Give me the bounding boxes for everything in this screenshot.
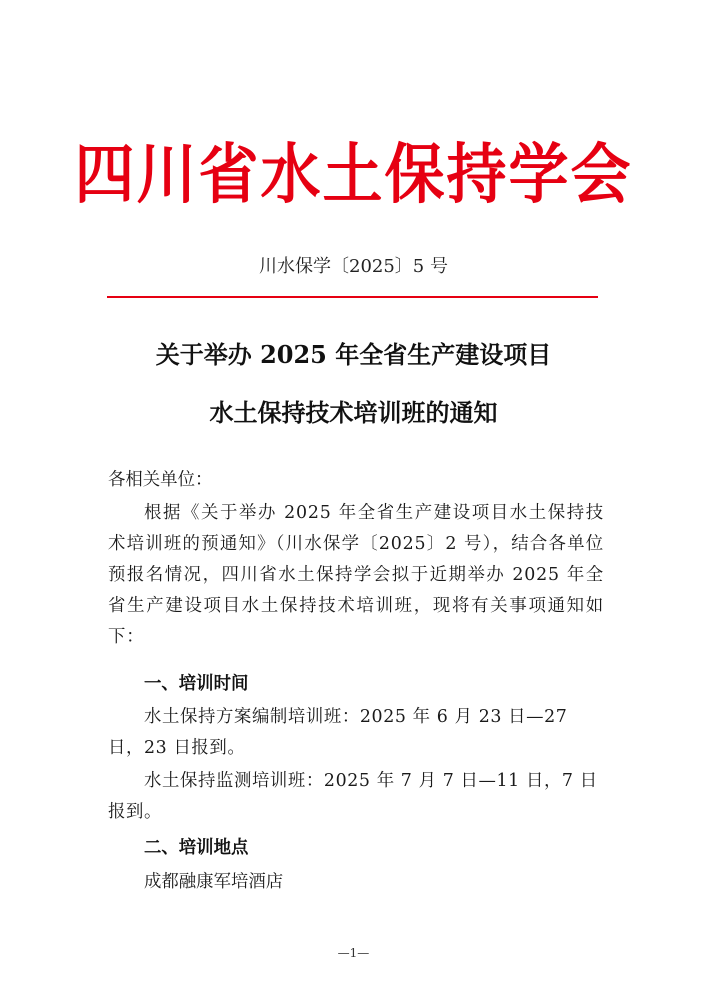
document-title-line-2: 水土保持技术培训班的通知: [209, 398, 498, 427]
page-number: —1—: [337, 946, 370, 960]
section-heading-training-location: 二、培训地点: [144, 838, 249, 858]
document-number: 川水保学〔2025〕5 号: [259, 256, 448, 277]
section-heading-training-time: 一、培训时间: [144, 674, 249, 694]
document-title-line-1: 关于举办 2025 年全省生产建设项目: [155, 340, 552, 369]
training-time-item-plan: 水土保持方案编制培训班：2025 年 6 月 23 日—27 日，23 日报到。: [108, 707, 568, 758]
red-divider-line: [107, 296, 598, 298]
organization-header: 四川省水土保持学会: [74, 137, 633, 213]
salutation: 各相关单位：: [108, 470, 213, 490]
training-time-item-monitoring: 水土保持监测培训班：2025 年 7 月 7 日—11 日，7 日报到。: [108, 771, 598, 822]
training-location-item: 成都融康军培酒店: [144, 872, 284, 892]
intro-paragraph: 根据《关于举办 2025 年全省生产建设项目水土保持技术培训班的预通知》（川水保学〔2025〕2 号），结合各单位预报名情况，四川省水土保持学会拟于近期举办 2025 年全省生产建设项目水土保持技术培训班，现将有关事项通知如下：: [108, 503, 604, 647]
